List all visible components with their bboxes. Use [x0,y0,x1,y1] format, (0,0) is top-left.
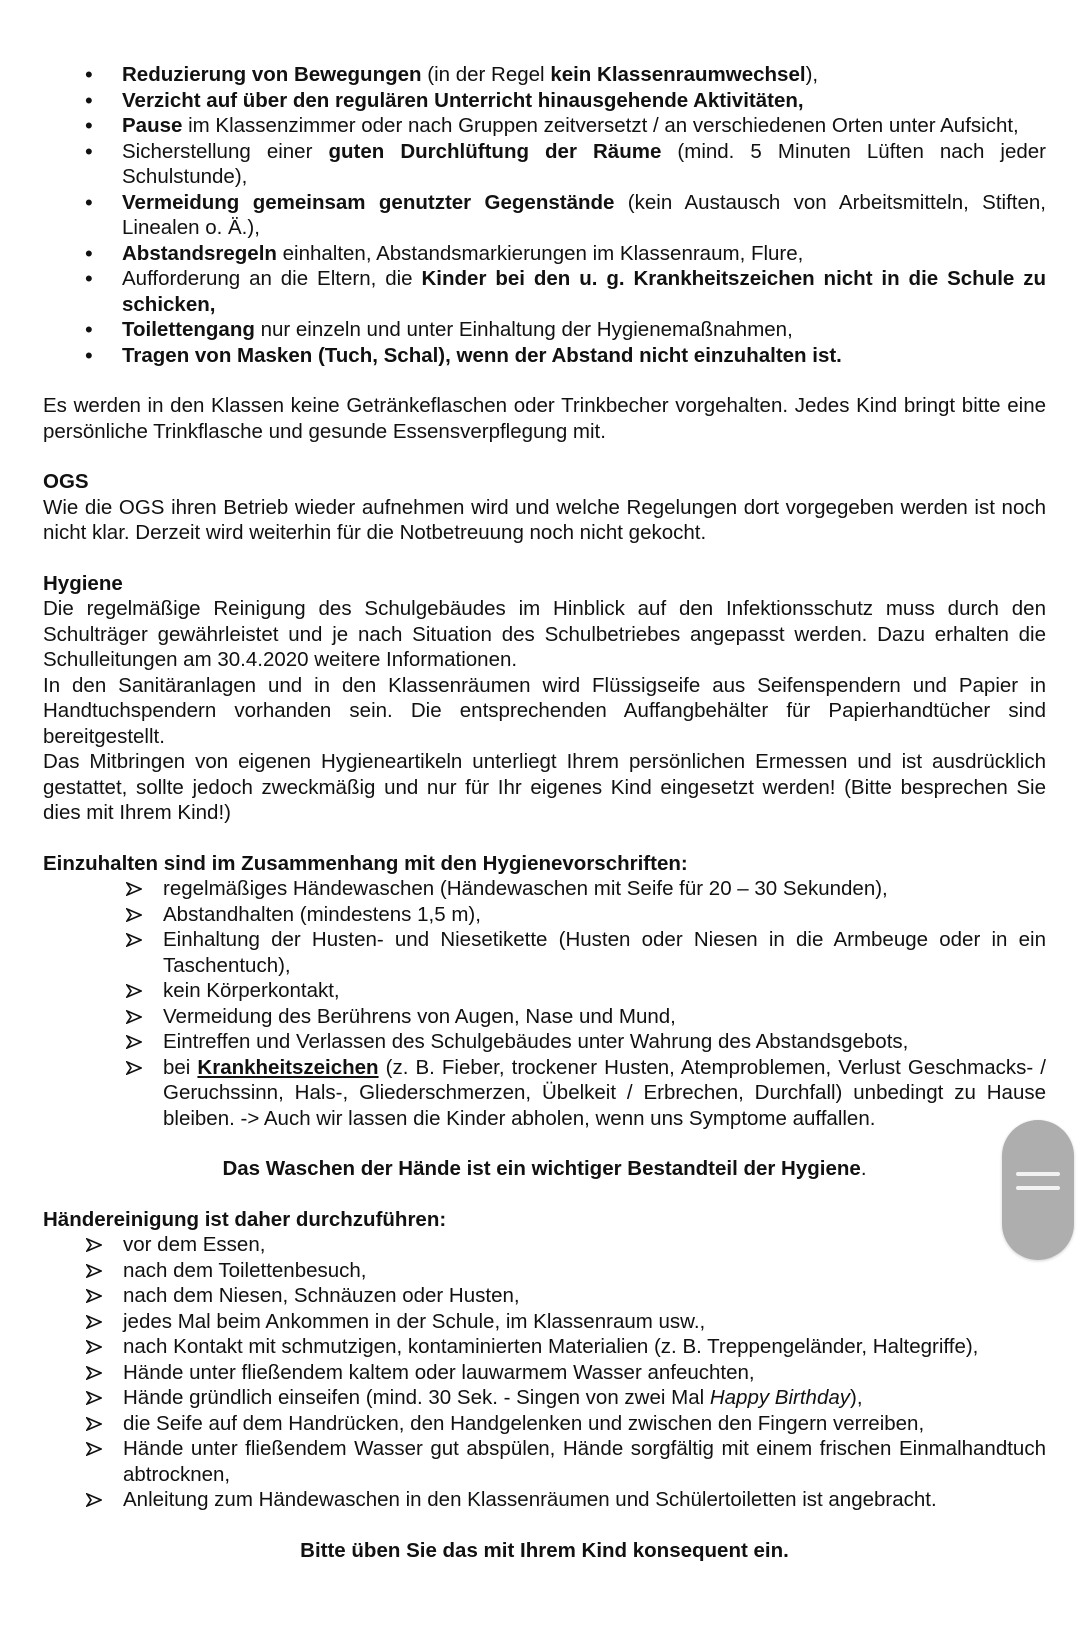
list-item-text: nach dem Toilettenbesuch, [123,1258,367,1282]
list-item-text: regelmäßiges Händewaschen (Händewaschen mit Seife für 20 – 30 Sekunden), [163,877,888,900]
text: (mind. 5 Minuten Lüften nach jeder Schulstunde), [122,139,1047,188]
text: ), [805,63,819,86]
arrowhead-bullet-icon [126,1055,144,1075]
arrowhead-bullet-icon [126,902,144,922]
arrowhead-bullet-icon [86,1232,104,1252]
bold-text: Verzicht auf über den regulären Unterricht hinausgehende Aktivitäten, [122,88,804,112]
ogs-heading: OGS [43,470,89,493]
list-item-text: Hände unter fließendem Wasser gut abspülen, Hände sorgfältig mit einem frischen Einmalhandtuch abtrocknen, [123,1437,1046,1486]
text: im Klassenzimmer oder nach Gruppen zeitversetzt / an verschiedenen Orten unter Aufsicht, [182,114,1019,137]
text: Sicherstellung einer [122,139,329,163]
arrowhead-bullet-icon [86,1385,104,1405]
bold-text: Toilettengang [122,318,255,341]
list-item [123,1309,1046,1335]
list-item [122,266,1046,317]
rule-text: (z. B. Fieber, trockener Husten, Atemproblemen, Verlust Geschmacks- / Geruchssinn, Hals-, Gliederschmerzen, Übelkeit / Erbrechen, Durchfall) unbedingt zu Hause bleiben. -> Auch wir lassen die Kinder abholen, wenn uns Symptome auffallen. [163,1055,1046,1130]
hygiene-heading: Hygiene [43,571,123,595]
scroll-handle-icon[interactable] [1002,1120,1074,1260]
bold-text: Reduzierung von Bewegungen [122,63,422,86]
arrowhead-bullet-icon [86,1360,104,1380]
list-item-text: vor dem Essen, [123,1233,266,1256]
list-item [123,1334,1046,1360]
list-item [123,1436,1046,1487]
rules-heading: Einzuhalten sind im Zusammenhang mit den Hygienevorschriften: [43,851,688,875]
bold-text: guten Durchlüftung der Räume [328,139,662,163]
list-item [123,1232,1046,1258]
list-item [122,317,1046,343]
arrowhead-bullet-icon [86,1411,104,1431]
bold-text: kein Klassenraumwechsel [550,63,806,86]
cleaning-text: ), [850,1386,863,1409]
arrowhead-bullet-icon [86,1436,104,1456]
list-item-text: Vermeidung des Berührens von Augen, Nase und Mund, [163,1004,676,1028]
bold-text: Pause [122,114,183,137]
text: (in der Regel [421,63,551,86]
rule-text: bei [163,1055,198,1079]
list-item [163,902,1046,928]
arrowhead-bullet-icon [126,876,144,896]
ogs-paragraph: Wie die OGS ihren Betrieb wieder aufnehmen wird und welche Regelungen dort vorgegeben werden ist noch nicht klar. Derzeit wird weiterhin für die Notbetreuung noch nicht gekocht. [43,495,1046,544]
list-item [163,1004,1046,1030]
list-item-text: nach Kontakt mit schmutzigen, kontaminierten Materialien (z. B. Treppengeländer, Haltegriffe), [123,1335,979,1358]
cleaning-text: Hände gründlich einseifen (mind. 30 Sek. - Singen von zwei Mal [123,1386,710,1409]
list-item [123,1487,1046,1513]
closing-statement: Bitte üben Sie das mit Ihrem Kind konsequent ein. [300,1538,789,1562]
wash-statement-text: Das Waschen der Hände ist ein wichtiger Bestandteil der Hygiene [222,1157,861,1180]
drinks-paragraph: Es werden in den Klassen keine Getränkeflaschen oder Trinkbecher vorgehalten. Jedes Kind bringt bitte eine persönliche Trinkflasche und gesunde Essensverpflegung mit. [43,394,1046,443]
list-item-text: Hände unter fließendem kaltem oder lauwarmem Wasser anfeuchten, [123,1360,755,1384]
list-item [163,1029,1046,1055]
list-item [122,241,1046,267]
list-item-text: Einhaltung der Husten- und Niesetikette (Husten oder Niesen in die Armbeuge oder in ein Taschentuch), [163,928,1046,977]
list-item [122,88,1046,114]
list-item [163,927,1046,978]
list-item [122,113,1046,139]
list-item [123,1360,1046,1386]
arrowhead-bullet-icon [86,1309,104,1329]
arrowhead-bullet-icon [126,978,144,998]
rules-list [43,876,1046,1131]
text: (kein Austausch von Arbeitsmitteln, Stiften, Linealen o. Ä.), [122,190,1046,239]
arrowhead-bullet-icon [86,1334,104,1354]
list-item [163,1055,1046,1132]
list-item [123,1283,1046,1309]
list-item-text: kein Körperkontakt, [163,979,340,1002]
arrowhead-bullet-icon [86,1283,104,1303]
hygiene-paragraph-cleaning: Die regelmäßige Reinigung des Schulgebäudes im Hinblick auf den Infektionsschutz muss durch den Schulträger gewährleistet und je nach Situation des Schulbetriebes angepasst werden. Dazu erhalten die Schulleitungen am 30.4.2020 weitere Informationen. [43,597,1046,671]
list-item [122,190,1046,241]
hygiene-paragraph-sanitary: In den Sanitäranlagen und in den Klassenräumen wird Flüssigseife aus Seifenspendern und Papier in Handtuchspendern vorhanden sein. Die entsprechenden Auffangbehälter für Papierhandtücher sind bereitgestellt. [43,673,1046,748]
krankheitszeichen-underlined: Krankheitszeichen [197,1055,379,1079]
bold-text: Kinder bei den u. g. Krankheitszeichen nicht in die Schule zu schicken, [122,267,1046,316]
list-item [122,139,1046,190]
list-item-text: jedes Mal beim Ankommen in der Schule, im Klassenraum usw., [123,1309,706,1333]
arrowhead-bullet-icon [86,1258,104,1278]
bold-text: Abstandsregeln [122,241,277,265]
document-page [43,62,1046,1563]
text: Aufforderung an die Eltern, die [122,267,422,290]
list-item-text: Anleitung zum Händewaschen in den Klassenräumen und Schülertoiletten ist angebracht. [123,1488,937,1511]
list-item [122,343,1046,369]
list-item-text: die Seife auf dem Handrücken, den Handgelenken und zwischen den Fingern verreiben, [123,1411,925,1435]
happy-birthday-italic: Happy Birthday [709,1386,851,1409]
cleaning-heading: Händereinigung ist daher durchzuführen: [43,1207,447,1231]
bold-text: Tragen von Masken (Tuch, Schal), wenn der Abstand nicht einzuhalten ist. [122,343,842,367]
wash-statement-period: . [860,1157,867,1180]
list-item [122,62,1046,88]
arrowhead-bullet-icon [126,1004,144,1024]
measures-list [43,62,1046,368]
arrowhead-bullet-icon [86,1487,104,1507]
list-item-text: nach dem Niesen, Schnäuzen oder Husten, [123,1284,520,1307]
list-item [123,1258,1046,1284]
handle-grip-line [1016,1172,1060,1176]
list-item [163,876,1046,902]
bold-text: Vermeidung gemeinsam genutzter Gegenstände [122,190,615,214]
list-item-text: Abstandhalten (mindestens 1,5 m), [163,902,481,926]
handle-grip-line [1016,1186,1060,1190]
text: einhalten, Abstandsmarkierungen im Klassenraum, Flure, [276,241,804,265]
list-item [123,1385,1046,1411]
arrowhead-bullet-icon [126,1029,144,1049]
wash-statement [43,1156,1046,1182]
text: nur einzeln und unter Einhaltung der Hygienemaßnahmen, [254,318,793,341]
cleaning-list [43,1232,1046,1513]
hygiene-paragraph-own-articles: Das Mitbringen von eigenen Hygieneartikeln unterliegt Ihrem persönlichen Ermessen und ist ausdrücklich gestattet, sollte jedoch zweckmäßig und nur für Ihr eigenes Kind eingesetzt werden! (Bitte besprechen Sie dies mit Ihrem Kind!) [43,750,1046,824]
list-item [123,1411,1046,1437]
list-item [163,978,1046,1004]
arrowhead-bullet-icon [126,927,144,947]
list-item-text: Eintreffen und Verlassen des Schulgebäudes unter Wahrung des Abstandsgebots, [163,1030,909,1053]
